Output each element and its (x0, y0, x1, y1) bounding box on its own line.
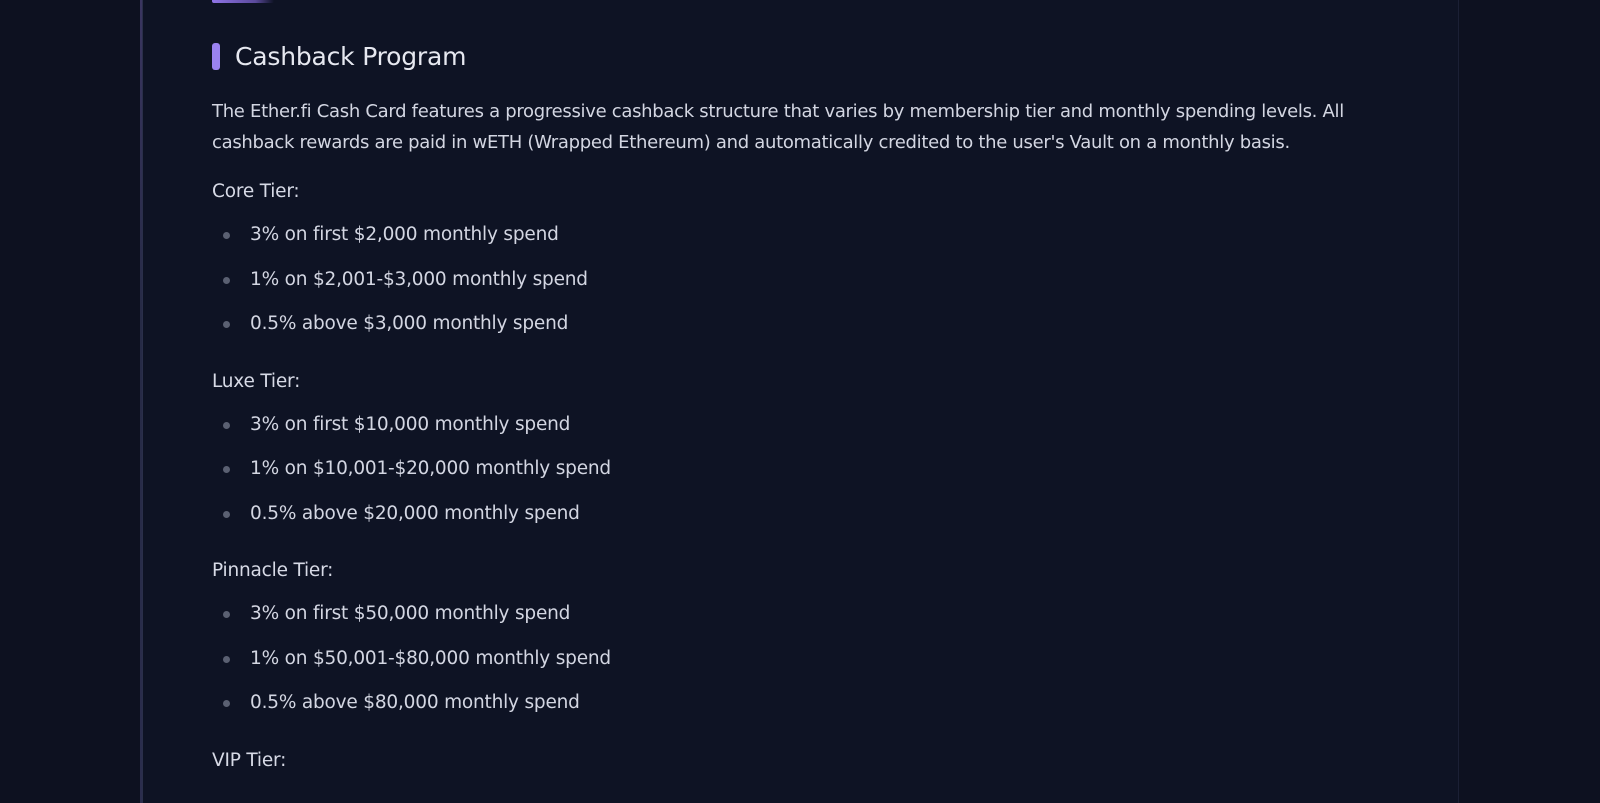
bullet-icon (223, 422, 230, 429)
list-item (212, 500, 1362, 545)
tier-title: Luxe Tier: (212, 370, 301, 392)
section-header (212, 38, 1362, 74)
list-item-text: 3% on first $2,000 monthly spend (250, 224, 559, 245)
tier-core (212, 179, 1362, 355)
list-item (212, 600, 1362, 645)
bullet-icon (223, 511, 230, 518)
list-item-text: 0.5% above $3,000 monthly spend (250, 313, 569, 334)
cashback-section (212, 38, 1362, 790)
list-item-text: 0.5% above $20,000 monthly spend (250, 502, 580, 524)
tier-list (212, 411, 1362, 545)
tier-list (212, 221, 1362, 355)
tier-title: Pinnacle Tier: (212, 560, 334, 581)
section-title: Cashback Program (235, 41, 467, 71)
tier-title: VIP Tier: (212, 749, 287, 771)
tier-title: Core Tier: (212, 181, 300, 202)
bullet-icon (223, 232, 230, 239)
list-item (212, 221, 1362, 266)
list-item-text: 1% on $50,001-$80,000 monthly spend (250, 647, 611, 669)
top-accent-line (212, 0, 274, 3)
list-item-text: 3% on first $10,000 monthly spend (250, 413, 571, 435)
tier-luxe (212, 369, 1362, 545)
bullet-icon (223, 466, 230, 473)
list-item-text: 0.5% above $80,000 monthly spend (250, 692, 580, 713)
section-accent-bar (212, 43, 220, 70)
bullet-icon (223, 321, 230, 328)
bullet-icon (223, 277, 230, 284)
list-item (212, 645, 1362, 690)
tier-pinnacle (212, 558, 1362, 734)
tier-vip (212, 748, 1362, 774)
bullet-icon (223, 700, 230, 707)
list-item (212, 689, 1362, 734)
list-item (212, 411, 1362, 456)
list-item-text: 1% on $10,001-$20,000 monthly spend (250, 458, 611, 479)
list-item (212, 455, 1362, 500)
tier-list (212, 600, 1362, 734)
bullet-icon (223, 611, 230, 618)
list-item (212, 310, 1362, 355)
bullet-icon (223, 656, 230, 663)
list-item-text: 3% on first $50,000 monthly spend (250, 603, 571, 624)
list-item (212, 266, 1362, 311)
section-intro: The Ether.fi Cash Card features a progressive cashback structure that varies by membership tier and monthly spending levels. All cashback rewards are paid in wETH (Wrapped Ethereum) and automatically credited to the user's Vault on a monthly basis. (212, 101, 1344, 153)
list-item-text: 1% on $2,001-$3,000 monthly spend (250, 268, 588, 290)
